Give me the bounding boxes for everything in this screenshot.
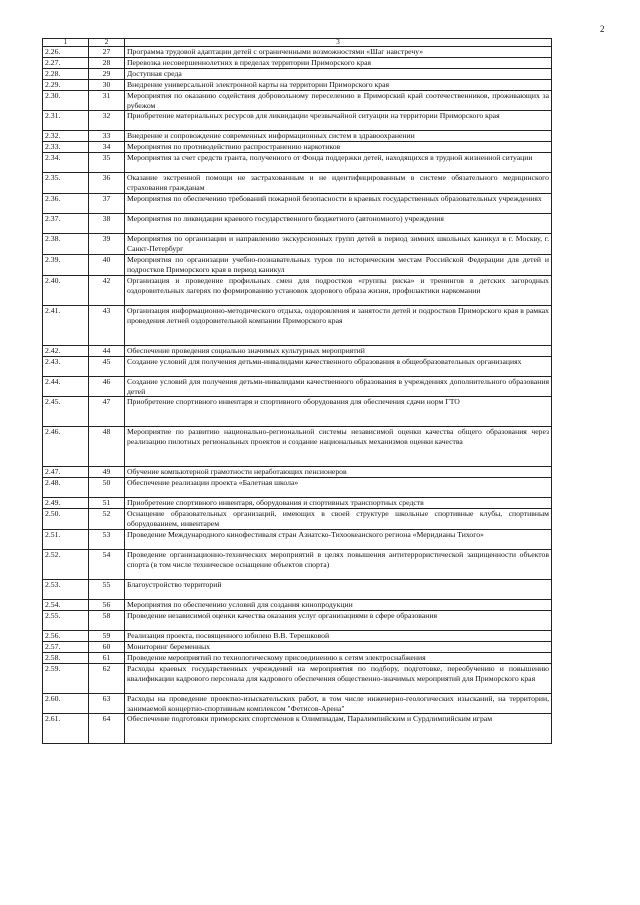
row-number: 2.39. bbox=[43, 254, 89, 275]
row-number: 2.50. bbox=[43, 509, 89, 530]
row-code: 28 bbox=[89, 57, 125, 68]
table-row bbox=[43, 427, 552, 467]
row-text: Создание условий для получения детьми-инвалидами качественного образования в учреждениях дополнительного образования детей bbox=[125, 376, 552, 397]
row-number: 2.38. bbox=[43, 234, 89, 255]
row-number: 2.29. bbox=[43, 79, 89, 90]
table-row bbox=[43, 234, 552, 255]
row-text: Программа трудовой адаптации детей с ограниченными возможностями «Шаг навстречу» bbox=[125, 47, 552, 58]
page-number: 2 bbox=[600, 24, 605, 34]
table-row bbox=[43, 600, 552, 611]
row-number: 2.42. bbox=[43, 345, 89, 356]
row-text: Мероприятие по развитию национально-региональной системы независимой оценки качества общего образования через реализацию пилотных региональных проектов и создание национальных механизмов оценки качества bbox=[125, 427, 552, 467]
row-code: 59 bbox=[89, 630, 125, 641]
row-text: Создание условий для получения детьми-инвалидами качественного образования в общеобразовательных организациях bbox=[125, 356, 552, 376]
row-number: 2.45. bbox=[43, 397, 89, 427]
row-code: 62 bbox=[89, 663, 125, 693]
table-row bbox=[43, 652, 552, 663]
row-code: 29 bbox=[89, 68, 125, 79]
row-text: Приобретение спортивного инвентаря и спортивного оборудования для обеспечения сдачи норм ГТО bbox=[125, 397, 552, 427]
row-number: 2.60. bbox=[43, 693, 89, 714]
table-body bbox=[43, 39, 552, 744]
row-number: 2.48. bbox=[43, 478, 89, 498]
table-row bbox=[43, 275, 552, 305]
row-number: 2.57. bbox=[43, 641, 89, 652]
row-code: 34 bbox=[89, 142, 125, 153]
row-code: 30 bbox=[89, 79, 125, 90]
row-number: 2.36. bbox=[43, 194, 89, 214]
row-text: Оказание экстренной помощи не застрахованным и не идентифицированным в системе обязательного медицинского страхования гражданам bbox=[125, 173, 552, 194]
row-text: Оснащение образовательных организаций, имеющих в своей структуре школьные спортивные клубы, спортивным оборудованием, инвентарем bbox=[125, 509, 552, 530]
row-code: 60 bbox=[89, 641, 125, 652]
table-row bbox=[43, 580, 552, 600]
row-text: Проведение мероприятий по технологическому присоединению к сетям электроснабжения bbox=[125, 652, 552, 663]
row-code: 48 bbox=[89, 427, 125, 467]
row-code: 58 bbox=[89, 610, 125, 630]
row-code: 31 bbox=[89, 90, 125, 111]
row-number: 2.41. bbox=[43, 305, 89, 345]
row-text: Мероприятия по оказанию содействия добровольному переселению в Приморский край соотечественников, проживающих за рубежом bbox=[125, 90, 552, 111]
table-row bbox=[43, 142, 552, 153]
row-text: Проведение независимой оценки качества оказания услуг организациями в сфере образования bbox=[125, 610, 552, 630]
row-text: Перевозка несовершеннолетних в пределах территории Приморского края bbox=[125, 57, 552, 68]
row-text: Мероприятия по противодействию распространению наркотиков bbox=[125, 142, 552, 153]
table-row bbox=[43, 90, 552, 111]
row-code: 52 bbox=[89, 509, 125, 530]
row-text: Обеспечение проведения социально значимых культурных мероприятий bbox=[125, 345, 552, 356]
table-row bbox=[43, 610, 552, 630]
row-code: 50 bbox=[89, 478, 125, 498]
row-code: 33 bbox=[89, 131, 125, 142]
table-row bbox=[43, 345, 552, 356]
row-code: 61 bbox=[89, 652, 125, 663]
table-row bbox=[43, 111, 552, 131]
table-row bbox=[43, 641, 552, 652]
row-text: Мероприятия по обеспечению требований пожарной безопасности в краевых государственных образовательных учреждениях bbox=[125, 194, 552, 214]
row-code: 49 bbox=[89, 467, 125, 478]
table-row bbox=[43, 478, 552, 498]
table-row bbox=[43, 509, 552, 530]
row-number: 2.26. bbox=[43, 47, 89, 58]
row-text: Проведение организационно-технических мероприятий в целях повышения антитеррористической защищенности объектов спорта (в том числе техническое оснащение объектов спорта) bbox=[125, 550, 552, 580]
table-row bbox=[43, 397, 552, 427]
row-text: Доступная среда bbox=[125, 68, 552, 79]
row-number: 2.43. bbox=[43, 356, 89, 376]
row-code: 47 bbox=[89, 397, 125, 427]
row-code: 40 bbox=[89, 254, 125, 275]
header-col-2: 2 bbox=[89, 39, 125, 47]
row-code: 38 bbox=[89, 214, 125, 234]
row-number: 2.30. bbox=[43, 90, 89, 111]
row-text: Мероприятия по организации и направлению экскурсионных групп детей в период зимних школьных каникул в г. Москву, г. Санкт-Петербург bbox=[125, 234, 552, 255]
row-text: Внедрение и сопровождение современных информационных систем в здравоохранении bbox=[125, 131, 552, 142]
row-code: 42 bbox=[89, 275, 125, 305]
row-text: Мероприятия по организации учебно-познавательных туров по историческим местам Российской Федерации для детей и подростков Приморского края в период каникул bbox=[125, 254, 552, 275]
table-row bbox=[43, 214, 552, 234]
row-code: 43 bbox=[89, 305, 125, 345]
row-number: 2.59. bbox=[43, 663, 89, 693]
row-code: 63 bbox=[89, 693, 125, 714]
row-code: 37 bbox=[89, 194, 125, 214]
row-text: Реализация проекта, посвященного юбилею В.В. Терешковой bbox=[125, 630, 552, 641]
row-code: 39 bbox=[89, 234, 125, 255]
row-code: 55 bbox=[89, 580, 125, 600]
row-text: Организация информационно-методического отдыха, оздоровления и занятости детей и подростков Приморского края в рамках проведения летней оздоровительной компании Приморского края bbox=[125, 305, 552, 345]
row-code: 46 bbox=[89, 376, 125, 397]
table-row bbox=[43, 630, 552, 641]
row-text: Мероприятия по ликвидации краевого государственного бюджетного (автономного) учреждения bbox=[125, 214, 552, 234]
row-number: 2.54. bbox=[43, 600, 89, 611]
row-text: Обучение компьютерной грамотности неработающих пенсионеров bbox=[125, 467, 552, 478]
table-row bbox=[43, 550, 552, 580]
table-row bbox=[43, 68, 552, 79]
header-col-1: 1 bbox=[43, 39, 89, 47]
row-number: 2.33. bbox=[43, 142, 89, 153]
row-code: 54 bbox=[89, 550, 125, 580]
row-text: Организация и проведение профильных смен для подростков «группы риска» и тренингов в детских загородных оздоровительных лагерях по формированию установок здорового образа жизни, профилактики наркомании bbox=[125, 275, 552, 305]
table-row bbox=[43, 47, 552, 58]
row-number: 2.61. bbox=[43, 714, 89, 744]
table-row bbox=[43, 194, 552, 214]
row-text: Проведение Международного кинофестиваля стран Азиатско-Тихоокеанского региона «Меридианы Тихого» bbox=[125, 530, 552, 550]
header-row bbox=[43, 39, 552, 47]
row-number: 2.32. bbox=[43, 131, 89, 142]
row-number: 2.49. bbox=[43, 498, 89, 509]
row-text: Обеспечение реализации проекта «Балетная школа» bbox=[125, 478, 552, 498]
row-code: 45 bbox=[89, 356, 125, 376]
table-row bbox=[43, 57, 552, 68]
row-text: Внедрение универсальной электронной карты на территории Приморского края bbox=[125, 79, 552, 90]
row-code: 32 bbox=[89, 111, 125, 131]
table-row bbox=[43, 254, 552, 275]
row-code: 35 bbox=[89, 153, 125, 173]
row-number: 2.52. bbox=[43, 550, 89, 580]
row-code: 53 bbox=[89, 530, 125, 550]
document-table bbox=[42, 38, 552, 744]
header-col-3: 3 bbox=[125, 39, 552, 47]
table-row bbox=[43, 693, 552, 714]
table-row bbox=[43, 498, 552, 509]
row-number: 2.53. bbox=[43, 580, 89, 600]
table-row bbox=[43, 173, 552, 194]
row-number: 2.47. bbox=[43, 467, 89, 478]
table-row bbox=[43, 376, 552, 397]
table-row bbox=[43, 663, 552, 693]
table-row bbox=[43, 131, 552, 142]
row-number: 2.44. bbox=[43, 376, 89, 397]
table-row bbox=[43, 79, 552, 90]
table-row bbox=[43, 467, 552, 478]
row-number: 2.27. bbox=[43, 57, 89, 68]
table-row bbox=[43, 714, 552, 744]
row-code: 51 bbox=[89, 498, 125, 509]
row-number: 2.46. bbox=[43, 427, 89, 467]
row-number: 2.56. bbox=[43, 630, 89, 641]
row-number: 2.35. bbox=[43, 173, 89, 194]
table-row bbox=[43, 305, 552, 345]
row-text: Обеспечение подготовки приморских спортсменов к Олимпиадам, Паралимпийским и Сурдлимпийским играм bbox=[125, 714, 552, 744]
row-code: 27 bbox=[89, 47, 125, 58]
row-code: 64 bbox=[89, 714, 125, 744]
row-text: Благоустройство территорий bbox=[125, 580, 552, 600]
row-number: 2.55. bbox=[43, 610, 89, 630]
row-text: Приобретение спортивного инвентаря, оборудования и спортивных транспортных средств bbox=[125, 498, 552, 509]
row-text: Расходы краевых государственных учреждений на мероприятия по подбору, подготовке, переобучению и повышению квалификации кадрового персонала для кадрового обеспечения общественно-значимых мероприятий для Приморского края bbox=[125, 663, 552, 693]
table-row bbox=[43, 153, 552, 173]
row-text: Мероприятия по обеспечению условий для создания кинопродукции bbox=[125, 600, 552, 611]
row-number: 2.37. bbox=[43, 214, 89, 234]
row-number: 2.58. bbox=[43, 652, 89, 663]
row-number: 2.34. bbox=[43, 153, 89, 173]
row-code: 44 bbox=[89, 345, 125, 356]
table-row bbox=[43, 530, 552, 550]
row-text: Приобретение материальных ресурсов для ликвидации чрезвычайной ситуации на территории Приморского края bbox=[125, 111, 552, 131]
row-text: Мероприятия за счет средств гранта, полученного от Фонда поддержки детей, находящихся в трудной жизненной ситуации bbox=[125, 153, 552, 173]
row-code: 56 bbox=[89, 600, 125, 611]
row-code: 36 bbox=[89, 173, 125, 194]
row-number: 2.31. bbox=[43, 111, 89, 131]
row-number: 2.40. bbox=[43, 275, 89, 305]
table-row bbox=[43, 356, 552, 376]
row-number: 2.51. bbox=[43, 530, 89, 550]
row-text: Расходы на проведение проектно-изыскательских работ, в том числе инженерно-геологических изысканий, на территории, занимаемой концертно-спортивным комплексом "Фетисов-Арена" bbox=[125, 693, 552, 714]
row-number: 2.28. bbox=[43, 68, 89, 79]
row-text: Мониторинг беременных bbox=[125, 641, 552, 652]
